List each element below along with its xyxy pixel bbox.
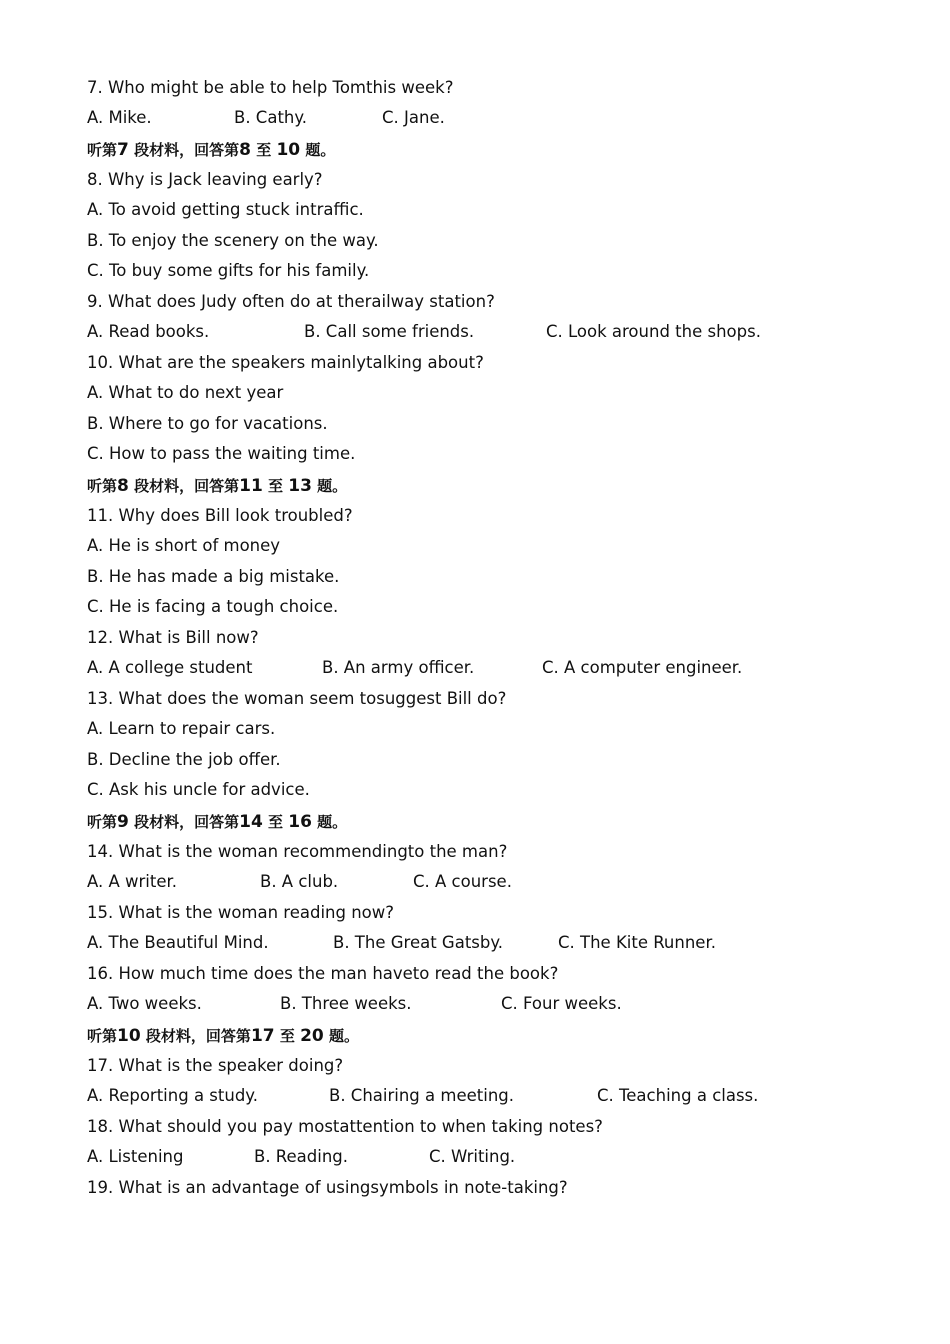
option-c: C. To buy some gifts for his family. <box>87 261 370 280</box>
option-a: A. A college student <box>87 658 253 677</box>
question-19: 19. What is an advantage of usingsymbols in note-taking? <box>87 1178 568 1197</box>
section-header-9: 听第9 段材料，回答第14 至 16 题。 <box>87 812 348 832</box>
option-b: B. Call some friends. <box>304 322 475 341</box>
question-7: 7. Who might be able to help Tomthis week? <box>87 78 454 97</box>
question-16: 16. How much time does the man haveto read the book? <box>87 964 559 983</box>
option-c: C. How to pass the waiting time. <box>87 444 356 463</box>
question-9-options <box>87 321 867 343</box>
question-17: 17. What is the speaker doing? <box>87 1056 344 1075</box>
question-12: 12. What is Bill now? <box>87 628 259 647</box>
option-c: C. A computer engineer. <box>542 658 743 677</box>
option-a: A. Learn to repair cars. <box>87 719 276 738</box>
option-c: C. Writing. <box>429 1147 516 1166</box>
question-17-options <box>87 1085 867 1107</box>
option-b: B. A club. <box>260 872 339 891</box>
question-16-options <box>87 993 867 1015</box>
option-a: A. The Beautiful Mind. <box>87 933 269 952</box>
option-c: C. He is facing a tough choice. <box>87 597 339 616</box>
option-b: B. Three weeks. <box>280 994 412 1013</box>
option-c: C. Four weeks. <box>501 994 622 1013</box>
question-18-options <box>87 1146 867 1168</box>
option-c: C. Teaching a class. <box>597 1086 759 1105</box>
option-c: C. The Kite Runner. <box>558 933 716 952</box>
option-b: B. Where to go for vacations. <box>87 414 328 433</box>
question-14: 14. What is the woman recommendingto the man? <box>87 842 508 861</box>
question-10: 10. What are the speakers mainlytalking about? <box>87 353 484 372</box>
option-a: A. He is short of money <box>87 536 281 555</box>
option-b: B. The Great Gatsby. <box>333 933 504 952</box>
question-7-options <box>87 107 867 129</box>
section-header-7: 听第7 段材料，回答第8 至 10 题。 <box>87 140 336 160</box>
option-b: B. Reading. <box>254 1147 349 1166</box>
option-b: B. Cathy. <box>234 108 308 127</box>
option-b: B. An army officer. <box>322 658 475 677</box>
question-18: 18. What should you pay mostattention to when taking notes? <box>87 1117 603 1136</box>
question-9: 9. What does Judy often do at therailway station? <box>87 292 495 311</box>
option-b: B. He has made a big mistake. <box>87 567 340 586</box>
question-13: 13. What does the woman seem tosuggest Bill do? <box>87 689 507 708</box>
question-15: 15. What is the woman reading now? <box>87 903 395 922</box>
option-c: C. Ask his uncle for advice. <box>87 780 310 799</box>
option-a: A. A writer. <box>87 872 178 891</box>
option-b: B. Chairing a meeting. <box>329 1086 514 1105</box>
section-header-8: 听第8 段材料，回答第11 至 13 题。 <box>87 476 348 496</box>
option-a: A. To avoid getting stuck intraffic. <box>87 200 364 219</box>
section-header-10: 听第10 段材料，回答第17 至 20 题。 <box>87 1026 360 1046</box>
option-a: A. What to do next year <box>87 383 284 402</box>
option-c: C. A course. <box>413 872 512 891</box>
question-11: 11. Why does Bill look troubled? <box>87 506 353 525</box>
question-14-options <box>87 871 867 893</box>
option-c: C. Look around the shops. <box>546 322 761 341</box>
question-8: 8. Why is Jack leaving early? <box>87 170 323 189</box>
question-15-options <box>87 932 867 954</box>
option-a: A. Mike. <box>87 108 152 127</box>
option-a: A. Listening <box>87 1147 184 1166</box>
option-c: C. Jane. <box>382 108 445 127</box>
option-a: A. Read books. <box>87 322 210 341</box>
question-12-options <box>87 657 867 679</box>
option-b: B. To enjoy the scenery on the way. <box>87 231 379 250</box>
option-a: A. Reporting a study. <box>87 1086 258 1105</box>
option-a: A. Two weeks. <box>87 994 202 1013</box>
option-b: B. Decline the job offer. <box>87 750 281 769</box>
